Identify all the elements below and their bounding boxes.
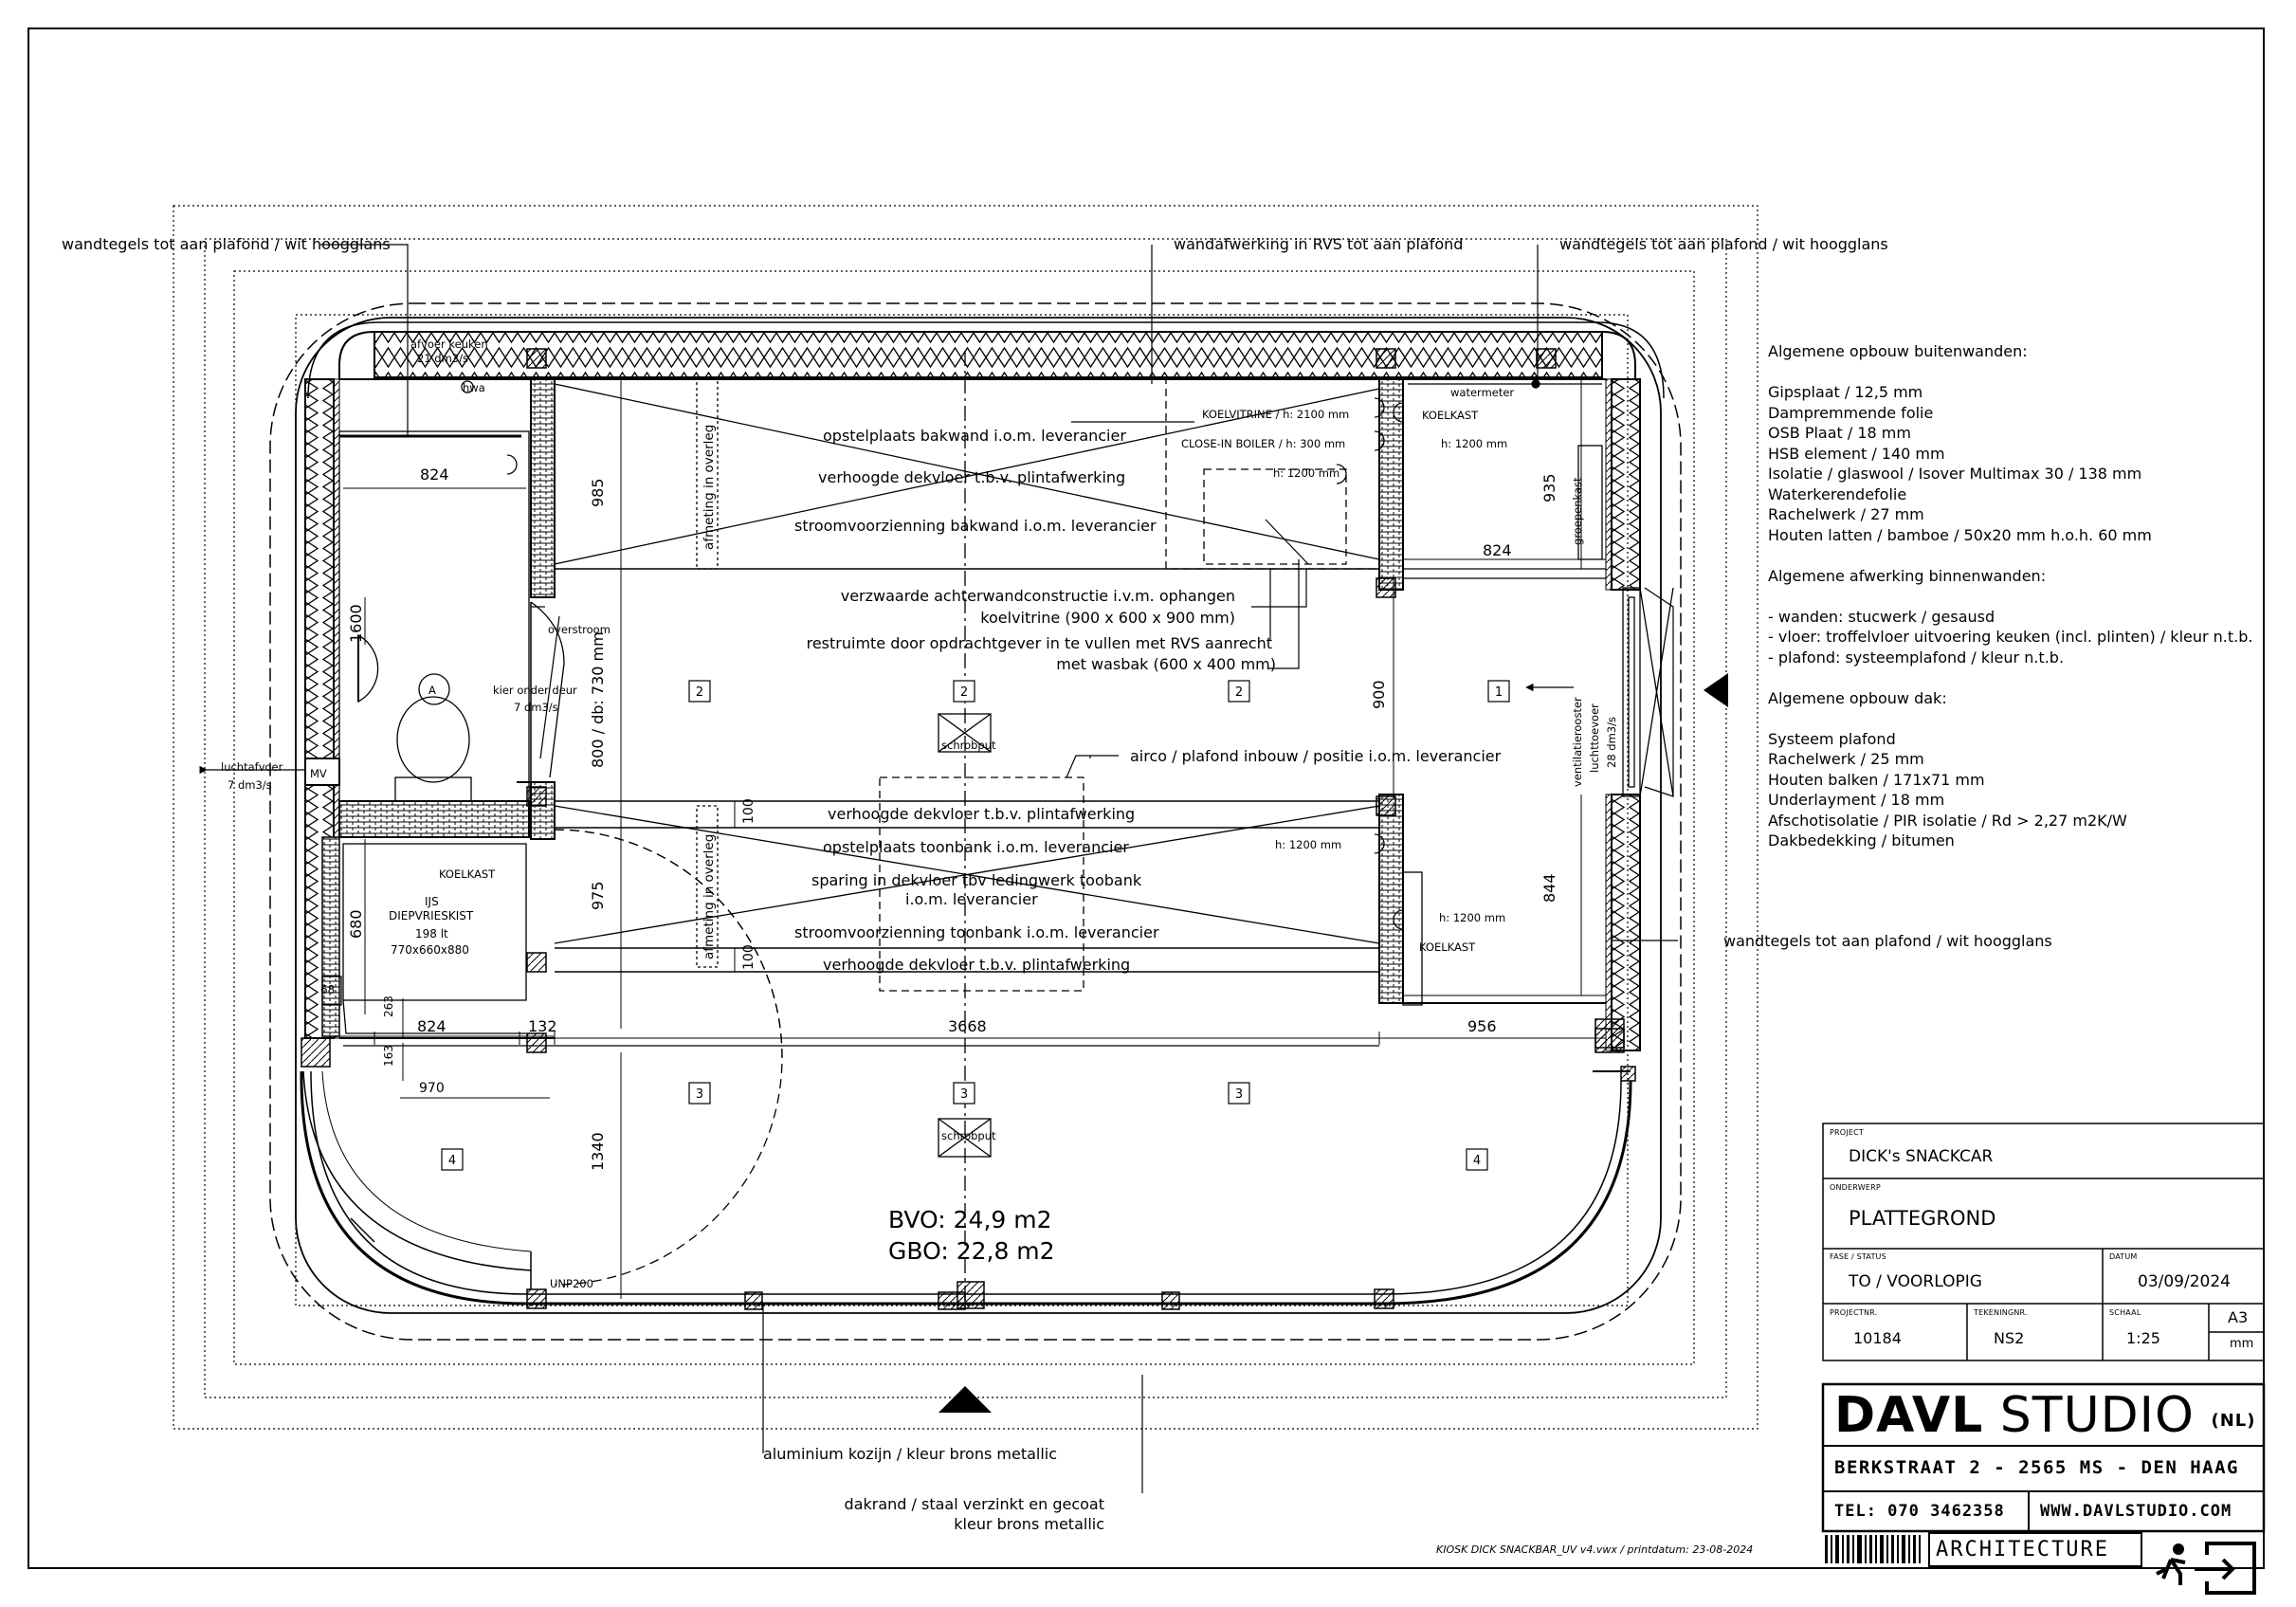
label-watermeter: watermeter [1450, 386, 1515, 399]
barcode [1825, 1535, 1921, 1563]
studio-name-bold: DAVL [1834, 1387, 1984, 1444]
notes-inner-title: Algemene afwerking binnenwanden: [1768, 566, 2047, 585]
phase-value: TO / VOORLOPIG [1849, 1272, 1982, 1291]
dim-132: 132 [528, 1017, 557, 1035]
room-tag: 3 [959, 1087, 969, 1102]
label-luchtafvoer-1: luchtafvoer [221, 760, 283, 774]
label-overstroom-3: 7 dm3/s [514, 701, 558, 714]
dim-163: 163 [382, 1045, 395, 1067]
callout-tiles-top-left: wandtegels tot aan plafond / wit hoogglans [62, 235, 391, 253]
label-schrobput-2: schrobput [941, 1129, 996, 1142]
room-tag: 1 [1494, 685, 1503, 700]
room-tag: 4 [447, 1154, 457, 1168]
dim-824-top: 824 [420, 466, 449, 484]
callout-rvs-top: wandafwerking in RVS tot aan plafond [1174, 235, 1464, 253]
notes-walls-item: HSB element / 140 mm [1768, 444, 1945, 463]
label-koelkast-2: KOELKAST [1419, 940, 1476, 954]
dim-68: 68 [320, 983, 336, 996]
label-koelkast-1: KOELKAST [1422, 409, 1479, 422]
notes-roof-item: Dakbedekking / bitumen [1768, 831, 1955, 849]
callout-aluminium: aluminium kozijn / kleur brons metallic [763, 1445, 1058, 1463]
callout-dakrand-2: kleur brons metallic [954, 1515, 1104, 1533]
label-boiler-h: CLOSE-IN BOILER / h: 300 mm [1181, 437, 1346, 450]
label-overstroom-2: kier onder deur [493, 684, 577, 697]
label-dekvloer-2: verhoogde dekvloer t.b.v. plintafwerking [828, 805, 1136, 823]
label-afmeting-1: afmeting in overleg [702, 424, 717, 550]
label-schrobput-1: schrobput [941, 739, 996, 752]
notes-roof-item: Afschotisolatie / PIR isolatie / Rd > 2,27 m2K/W [1768, 811, 2127, 830]
dim-844: 844 [1540, 873, 1558, 903]
label-unp: UNP200 [550, 1277, 593, 1290]
date-label: DATUM [2109, 1252, 2138, 1261]
dim-680: 680 [347, 909, 365, 939]
notes-inner-item: - wanden: stucwerk / gesausd [1768, 607, 1995, 626]
paper-size: A3 [2228, 1308, 2249, 1326]
dim-970: 970 [419, 1081, 445, 1096]
dim-985: 985 [589, 478, 607, 507]
label-overstroom-1: overstroom [548, 623, 610, 636]
label-afmeting-2: afmeting in overleg [702, 833, 717, 959]
label-sparing-1: sparing in dekvloer tbv ledingwerk toobank [811, 871, 1142, 889]
callout-tiles-right: wandtegels tot aan plafond / wit hoogglans [1723, 932, 2052, 950]
label-liters: 198 lt [415, 927, 448, 940]
callout-airco: airco / plafond inbouw / positie i.o.m. leverancier [1130, 747, 1502, 765]
drawnr-label: TEKENINGNR. [1974, 1308, 2028, 1317]
dim-935: 935 [1540, 473, 1558, 502]
general-notes [1768, 341, 2261, 851]
subject-value: PLATTEGROND [1849, 1207, 1996, 1230]
projnr-value: 10184 [1853, 1329, 1902, 1347]
notes-inner-item: - plafond: systeemplafond / kleur n.t.b. [1768, 648, 2065, 667]
label-opstel-toonbank: opstelplaats toonbank i.o.m. leverancier [823, 838, 1129, 856]
dim-824-right: 824 [1483, 541, 1512, 559]
callout-tiles-top-right: wandtegels tot aan plafond / wit hoogglans [1559, 235, 1888, 253]
notes-walls-item: Dampremmende folie [1768, 403, 1934, 422]
studio-web: WWW.DAVLSTUDIO.COM [2040, 1502, 2232, 1521]
label-luchttoevoer-value: 28 dm3/s [1605, 717, 1618, 768]
notes-roof-item: Houten balken / 171x71 mm [1768, 770, 1985, 789]
dim-900: 900 [1370, 680, 1388, 709]
studio-tel: TEL: 070 3462358 [1834, 1502, 2005, 1521]
label-h1200-c: h: 1200 mm [1275, 838, 1342, 851]
label-ijs: IJS [425, 895, 439, 908]
project-label: PROJECT [1830, 1128, 1864, 1137]
notes-walls-item: Isolatie / glaswool / Isover Multimax 30 / 138 mm [1768, 465, 2142, 483]
label-gbo: GBO: 22,8 m2 [888, 1237, 1055, 1265]
label-diepvries: DIEPVRIESKIST [389, 909, 474, 922]
studio-name-light: STUDIO [1999, 1387, 2195, 1444]
label-restruimte-2: met wasbak (600 x 400 mm) [1056, 655, 1276, 673]
drawnr-value: NS2 [1994, 1329, 2025, 1347]
notes-walls-item: Gipsplaat / 12,5 mm [1768, 383, 1923, 401]
label-koelkast-3: KOELKAST [439, 867, 496, 881]
room-tag: 2 [959, 685, 969, 700]
label-koelvitrine-h: KOELVITRINE / h: 2100 mm [1202, 408, 1350, 421]
subject-label: ONDERWERP [1830, 1183, 1881, 1192]
label-luchttoevoer: luchttoevoer [1588, 703, 1601, 773]
studio-discipline: ARCHITECTURE [1936, 1538, 2109, 1561]
scale-value: 1:25 [2126, 1329, 2160, 1347]
label-stroom-toonbank: stroomvoorzienning toonbank i.o.m. leverancier [794, 923, 1159, 941]
room-tag: 2 [1234, 685, 1244, 700]
notes-roof-item: Systeem plafond [1768, 729, 1896, 748]
label-groepenkast: groepenkast [1571, 477, 1584, 545]
studio-name [1834, 1389, 2255, 1442]
label-dekvloer-3: verhoogde dekvloer t.b.v. plintafwerking [823, 956, 1131, 974]
notes-walls-item: Houten latten / bamboe / 50x20 mm h.o.h. 60 mm [1768, 525, 2152, 544]
notes-inner-item: - vloer: troffelvloer uitvoering keuken (incl. plinten) / kleur n.t.b. [1768, 628, 2253, 646]
room-tag: 2 [695, 685, 704, 700]
label-stroom-bakwand: stroomvoorzienning bakwand i.o.m. leverancier [794, 517, 1157, 535]
room-tag: 4 [1472, 1154, 1482, 1168]
projnr-label: PROJECTNR. [1830, 1308, 1878, 1317]
dim-100-b: 100 [741, 944, 756, 970]
label-verzwaarde-2: koelvitrine (900 x 600 x 900 mm) [980, 609, 1235, 627]
notes-walls-item: Waterkerendefolie [1768, 484, 1907, 503]
notes-walls-title: Algemene opbouw buitenwanden: [1768, 342, 2028, 360]
label-ventilatierooster: ventilatierooster [1571, 697, 1584, 787]
dim-824-bottom: 824 [417, 1017, 446, 1035]
notes-roof-title: Algemene opbouw dak: [1768, 688, 1947, 707]
label-afvoer-2: 21 dm3/s [417, 352, 468, 365]
dim-975: 975 [589, 881, 607, 910]
dim-1600: 1600 [347, 604, 365, 643]
label-opstel-bakwand: opstelplaats bakwand i.o.m. leverancier [823, 427, 1126, 445]
dim-800: 800 / db: 730 mm [589, 631, 607, 768]
callout-dakrand-1: dakrand / staal verzinkt en gecoat [844, 1495, 1104, 1513]
unit-value: mm [2230, 1337, 2254, 1351]
label-dekvloer-1: verhoogde dekvloer t.b.v. plintafwerking [818, 468, 1126, 486]
label-h1200-b: h: 1200 mm [1441, 437, 1508, 450]
dim-956: 956 [1467, 1017, 1497, 1035]
notes-walls-item: Rachelwerk / 27 mm [1768, 505, 1924, 523]
label-luchtafvoer-2: 7 dm3/s [228, 778, 272, 792]
label-h1200-a: h: 1200 mm [1273, 466, 1340, 480]
entrance-marker [938, 1386, 992, 1413]
label-afm: 770x660x880 [391, 943, 469, 957]
room-tag: 3 [1234, 1087, 1244, 1102]
file-info: KIOSK DICK SNACKBAR_UV v4.vwx / printdatum: 23-08-2024 [1436, 1543, 1754, 1556]
label-restruimte-1: restruimte door opdrachtgever in te vullen met RVS aanrecht [806, 634, 1272, 652]
notes-roof-item: Rachelwerk / 25 mm [1768, 750, 1924, 768]
dim-100-a: 100 [741, 798, 756, 824]
phase-label: FASE / STATUS [1830, 1252, 1886, 1261]
dim-263: 263 [382, 995, 395, 1017]
label-mv: MV [310, 767, 327, 780]
scale-label: SCHAAL [2109, 1308, 2141, 1317]
notes-roof-item: Underlayment / 18 mm [1768, 791, 1945, 809]
project-name: DICK's SNACKCAR [1849, 1147, 1994, 1166]
section-marker [1704, 673, 1728, 707]
room-tag: 3 [695, 1087, 704, 1102]
date-value: 03/09/2024 [2138, 1272, 2231, 1291]
dim-3668: 3668 [948, 1017, 987, 1035]
studio-country: (NL) [2211, 1411, 2256, 1431]
label-verzwaarde-1: verzwaarde achterwandconstructie i.v.m. ophangen [840, 587, 1235, 605]
label-bvo: BVO: 24,9 m2 [888, 1206, 1052, 1233]
label-hwa: hwa [463, 381, 485, 394]
label-afvoer-1: afvoer keuken [410, 338, 488, 351]
notes-walls-item: OSB Plaat / 18 mm [1768, 424, 1911, 442]
label-h1200-d: h: 1200 mm [1439, 911, 1506, 924]
label-sparing-2: i.o.m. leverancier [905, 890, 1038, 908]
label-toilet-a: A [428, 684, 436, 697]
studio-address: BERKSTRAAT 2 - 2565 MS - DEN HAAG [1834, 1457, 2239, 1478]
dim-1340: 1340 [589, 1132, 607, 1171]
